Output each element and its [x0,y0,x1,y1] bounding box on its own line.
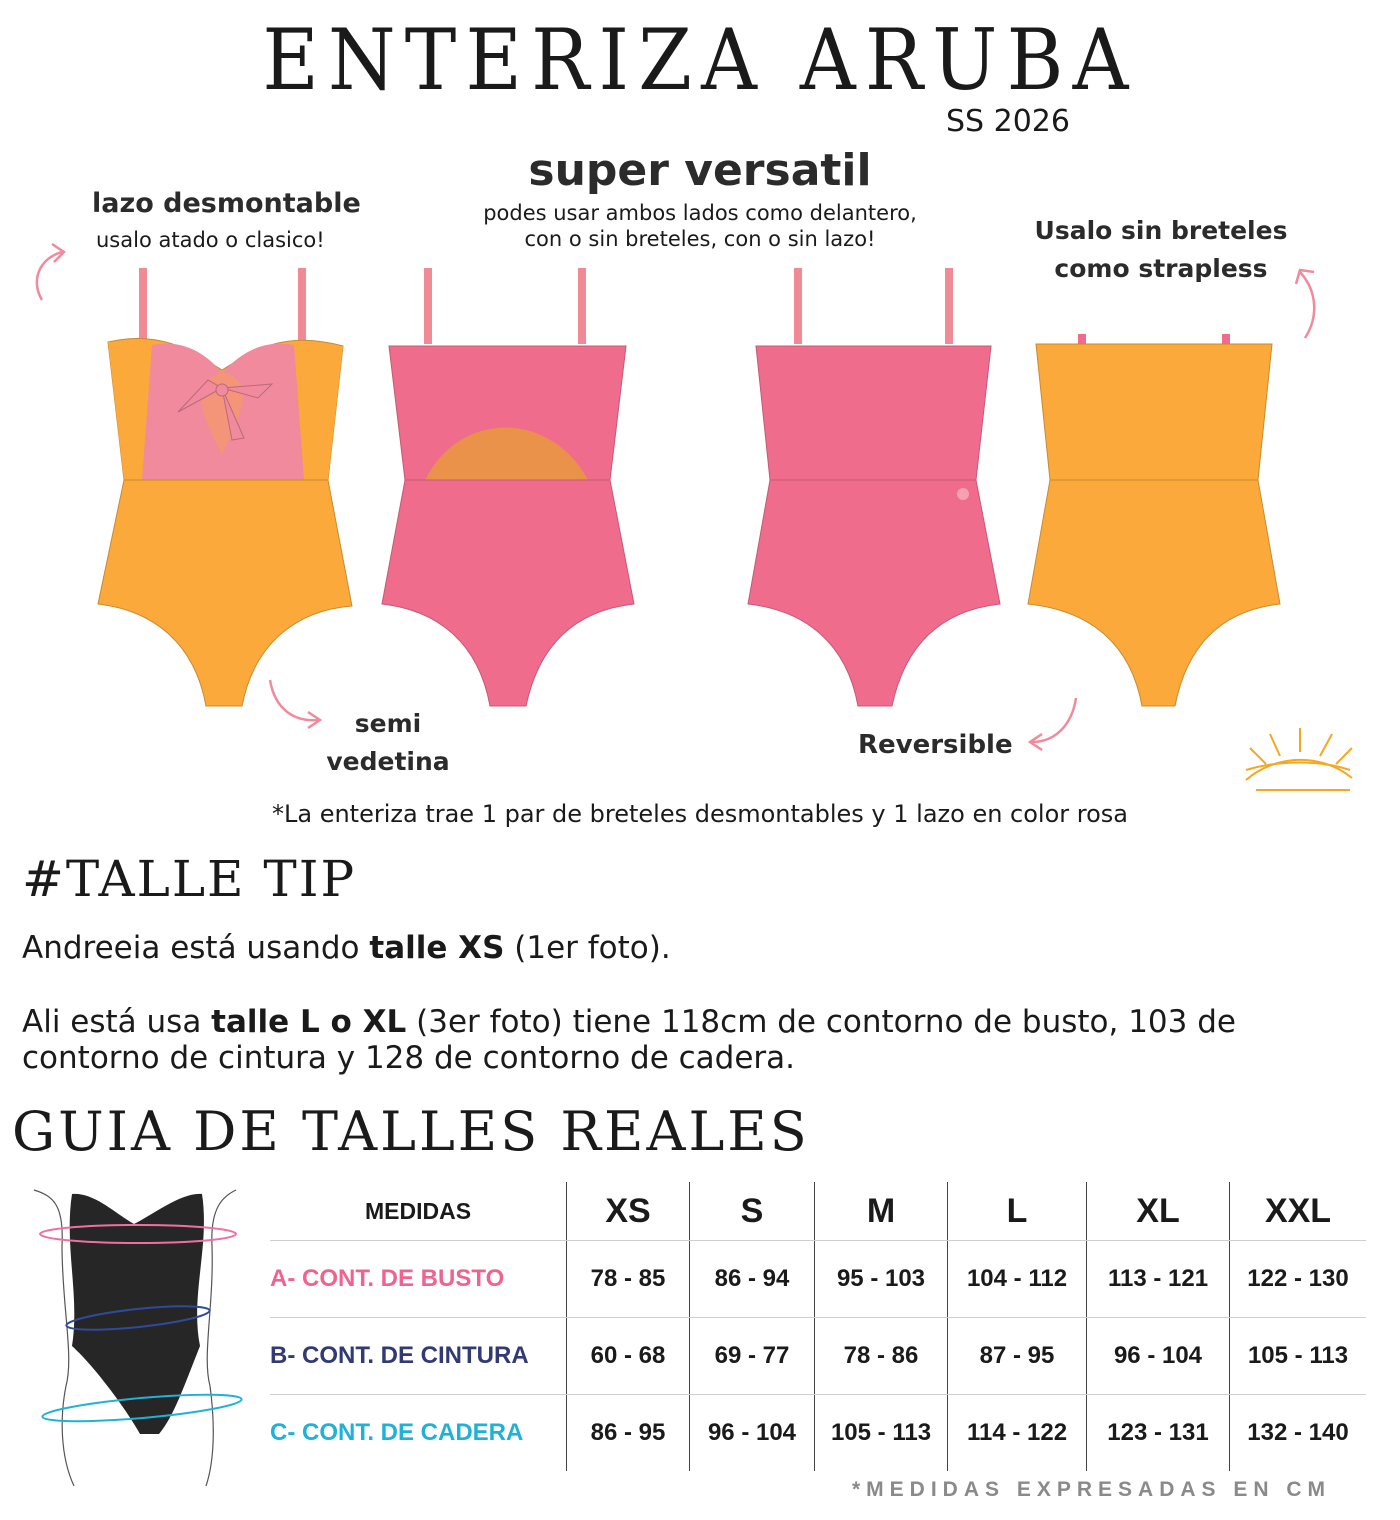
table-cell: 95 - 103 [815,1241,948,1318]
talle-tip-paragraph-1 [22,930,1382,966]
lazo-title: lazo desmontable [92,188,361,219]
footnote: *La enteriza trae 1 par de breteles desmontables y 1 lazo en color rosa [271,800,1129,828]
size-m-header: M [815,1182,948,1241]
row-label-busto: A- CONT. DE BUSTO [270,1241,567,1318]
size-xs-header: XS [567,1182,690,1241]
table-cell: 86 - 94 [690,1241,815,1318]
table-cell: 96 - 104 [690,1395,815,1472]
table-cell: 132 - 140 [1230,1395,1367,1472]
sun-icon [1246,728,1352,790]
table-row [270,1318,1366,1395]
arrow-icon [1296,270,1314,338]
table-cell: 114 - 122 [948,1395,1087,1472]
units-footnote: *MEDIDAS EXPRESADAS EN CM [852,1478,1332,1501]
row-label-cintura: B- CONT. DE CINTURA [270,1318,567,1395]
table-cell: 86 - 95 [567,1395,690,1472]
semi-line-1: semi [354,709,422,738]
size-table-header [270,1182,1366,1241]
swimsuit-pink-front [748,268,1000,706]
strapless-line-2: como strapless [1054,254,1268,283]
talle-tip-heading: #TALLE TIP [22,850,357,908]
page-title: ENTERIZA ARUBA [262,11,1138,109]
p1-text-a: Andreeia está usando [22,930,370,966]
versatile-line-1: podes usar ambos lados como delantero, [483,201,917,225]
versatile-line-2: con o sin breteles, con o sin lazo! [524,227,876,251]
swimsuit-orange-bow-front [98,268,352,706]
size-guide-heading: GUIA DE TALLES REALES [12,1100,810,1163]
size-xxl-header: XXL [1230,1182,1367,1241]
table-row [270,1395,1366,1472]
reversible-note: Reversible [858,730,1013,760]
p2-text-a: Ali está usa [22,1004,212,1040]
size-xl-header: XL [1087,1182,1230,1241]
swimsuit-orange-strapless [1028,334,1280,706]
arrow-icon [1030,698,1076,750]
table-cell: 104 - 112 [948,1241,1087,1318]
table-cell: 105 - 113 [815,1395,948,1472]
table-cell: 113 - 121 [1087,1241,1230,1318]
table-cell: 60 - 68 [567,1318,690,1395]
p1-size: talle XS [369,930,505,966]
size-s-header: S [690,1182,815,1241]
row-label-cadera: C- CONT. DE CADERA [270,1419,524,1446]
versatile-heading: super versatil [528,145,872,196]
p2-text-c: (3er foto) tiene 118cm de contorno de busto, 103 de contorno de cintura y 128 de contorno de cadera. [22,1004,1236,1076]
strapless-line-1: Usalo sin breteles [1034,216,1288,245]
p2-size: talle L o XL [211,1004,407,1040]
season-label: SS 2026 [946,104,1070,139]
p1-text-c: (1er foto). [504,930,671,966]
medidas-header: MEDIDAS [270,1182,567,1241]
arrow-icon [37,244,64,300]
body-measurement-figure [14,1186,254,1506]
table-cell: 87 - 95 [948,1318,1087,1395]
swimsuit-pink-back [382,268,634,706]
table-cell: 78 - 86 [815,1318,948,1395]
lazo-subtitle: usalo atado o clasico! [96,228,325,252]
size-table [270,1182,1366,1471]
table-cell: 69 - 77 [690,1318,815,1395]
semi-line-2: vedetina [326,747,450,776]
table-cell: 123 - 131 [1087,1395,1230,1472]
table-cell: 105 - 113 [1230,1318,1367,1395]
size-l-header: L [948,1182,1087,1241]
talle-tip-paragraph-2 [22,1004,1382,1076]
table-cell: 122 - 130 [1230,1241,1367,1318]
table-row [270,1241,1366,1318]
table-cell: 78 - 85 [567,1241,690,1318]
arrow-icon [270,680,320,728]
table-cell: 96 - 104 [1087,1318,1230,1395]
